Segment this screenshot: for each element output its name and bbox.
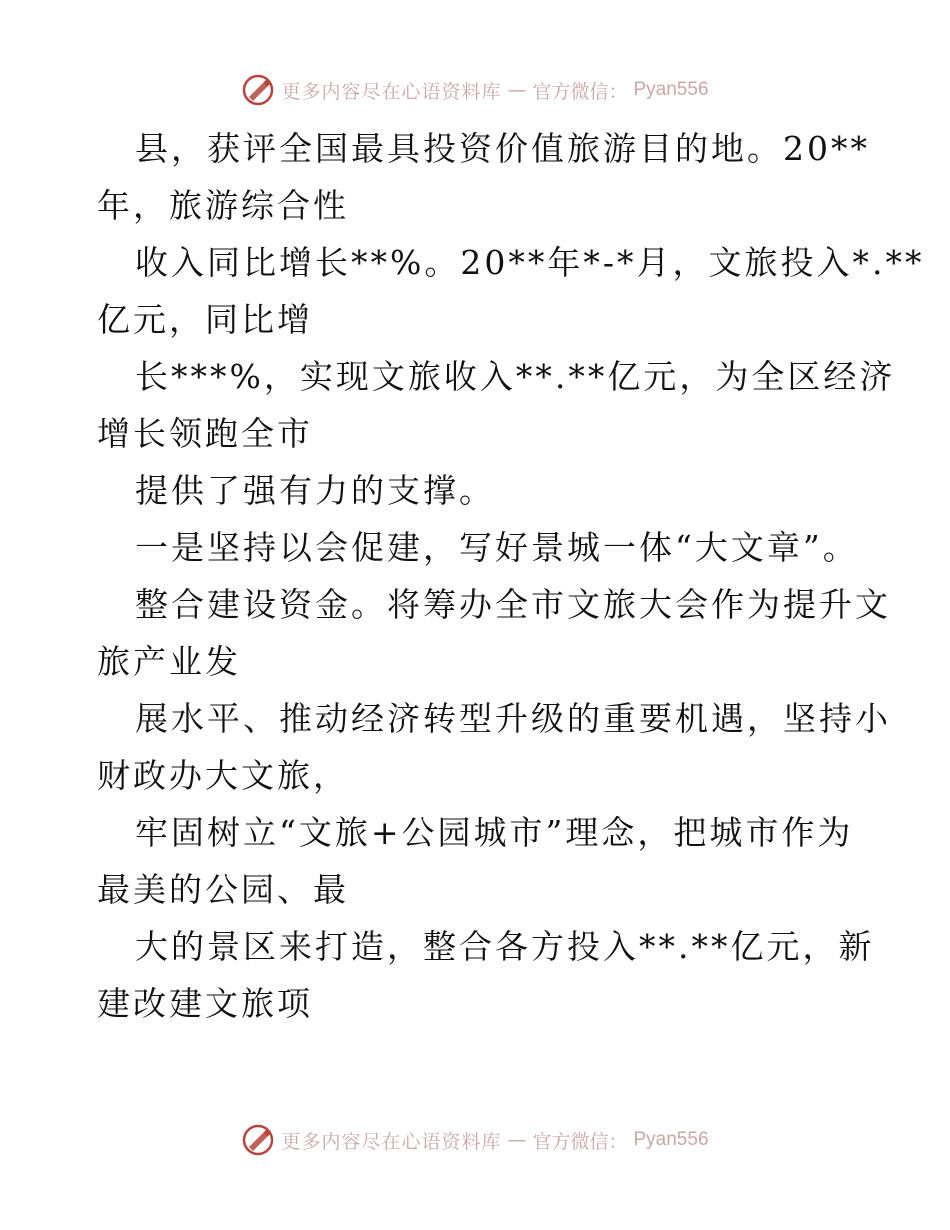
body-line: 旅产业发 [97,642,241,681]
footer-wechat-label: 官方微信： [532,1130,628,1153]
body-line: 建改建文旅项 [97,984,313,1023]
body-line: 牢固树立“文旅+公园城市”理念，把城市作为 [135,813,854,852]
body-line: 展水平、推动经济转型升级的重要机遇，坚持小 [135,699,891,738]
document-body [97,120,925,1032]
body-line: 县，获评全国最具投资价值旅游目的地。20** [135,129,870,168]
body-line: 整合建设资金。将筹办全市文旅大会作为提升文 [135,585,891,624]
pen-logo-icon [241,1123,275,1157]
body-line: 提供了强有力的支撑。 [135,471,495,510]
body-line: 亿元，同比增 [97,300,313,339]
body-line: 增长领跑全市 [97,414,313,453]
pen-logo-icon [241,73,275,107]
body-line: 财政办大文旅， [97,756,349,795]
header-wechat-id: Pyan556 [633,79,709,100]
footer-separator: — [507,1129,527,1151]
body-line: 年，旅游综合性 [97,186,349,225]
header-site-name: 更多内容尽在心语资料库 [281,80,502,103]
header-separator: — [507,79,527,101]
footer-wechat-id: Pyan556 [633,1129,709,1150]
header-wechat-label: 官方微信： [532,80,628,103]
body-line: 收入同比增长**%。20**年*-*月，文旅投入*.** [135,243,925,282]
footer-site-name: 更多内容尽在心语资料库 [281,1130,502,1153]
body-line: 长***%，实现文旅收入**.**亿元，为全区经济 [135,357,896,396]
body-line: 最美的公园、最 [97,870,349,909]
header-watermark [0,70,950,110]
section-heading: 一是坚持以会促建，写好景城一体“大文章”。 [135,528,859,567]
body-line: 大的景区来打造，整合各方投入**.**亿元，新 [135,927,875,966]
footer-watermark [0,1120,950,1160]
